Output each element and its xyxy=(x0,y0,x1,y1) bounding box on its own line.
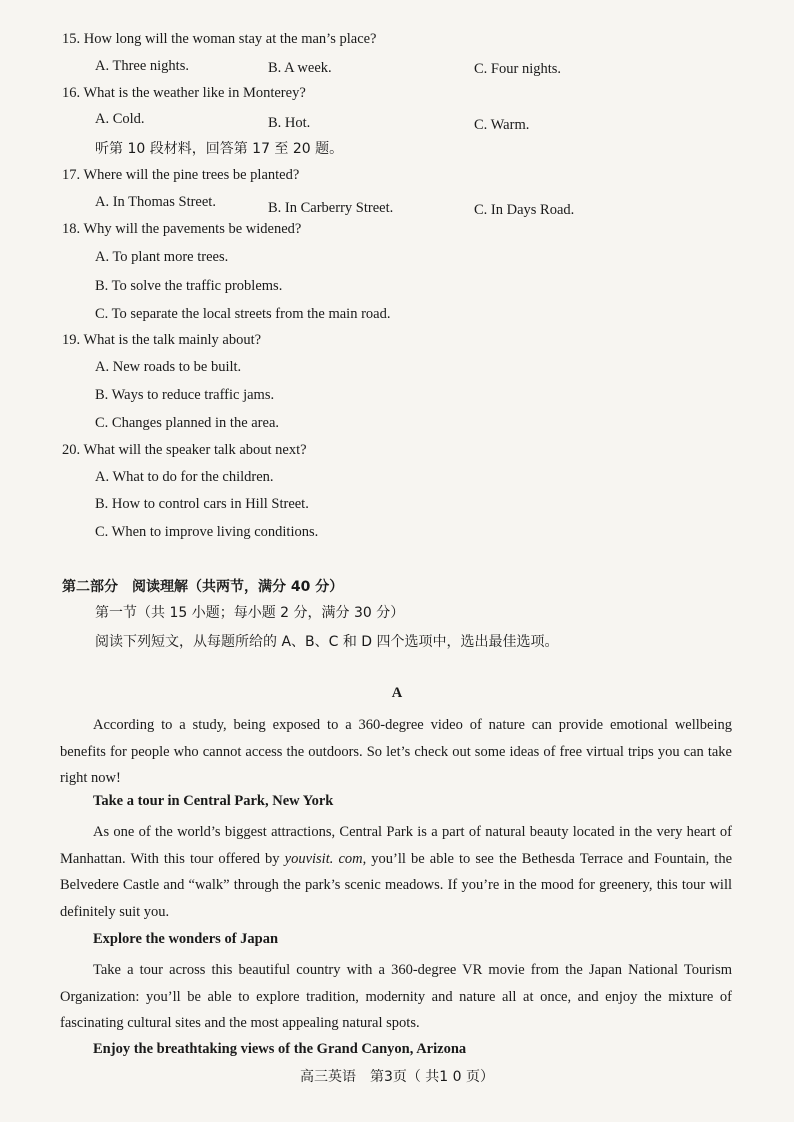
question-number: 18. xyxy=(62,221,81,237)
option-15b: B. A week. xyxy=(268,60,332,76)
question-18 xyxy=(62,220,301,238)
heading-central-park: Take a tour in Central Park, New York xyxy=(93,793,334,809)
heading-grand-canyon: Enjoy the breathtaking views of the Grand Canyon, Arizona xyxy=(93,1041,467,1057)
question-16 xyxy=(62,84,306,102)
option-19c: C. Changes planned in the area. xyxy=(95,415,280,431)
question-text: Where will the pine trees be planted? xyxy=(83,167,300,183)
paragraph-text: , you’ll be able to see the Bethesda Terrace and Fountain, the Belvedere Castle and “walk” through the park’s scenic meadows. If you’re in the mood for greenery, this tour will definitely suit you. xyxy=(60,850,733,920)
option-16c: C. Warm. xyxy=(474,117,530,133)
option-16b: B. Hot. xyxy=(268,115,311,131)
option-20a: A. What to do for the children. xyxy=(95,469,274,485)
question-text: What is the weather like in Monterey? xyxy=(83,85,306,101)
question-number: 16. xyxy=(62,85,81,101)
passage-intro: According to a study, being exposed to a 360-degree video of nature can provide emotional wellbeing benefits for people who cannot access the outdoors. So let’s check out some ideas of free virtual trips you can take right now! xyxy=(60,717,732,787)
option-15a: A. Three nights. xyxy=(95,58,189,74)
option-16a: A. Cold. xyxy=(95,111,145,127)
passage-letter: A xyxy=(391,685,403,701)
question-20 xyxy=(62,441,307,459)
option-20c: C. When to improve living conditions. xyxy=(95,524,319,540)
paragraph-text: As one of the world’s biggest attractions, Central Park is a part of natural beauty located in the very heart of Manhattan. With this tour offered by xyxy=(60,824,732,867)
question-15 xyxy=(62,30,377,48)
question-19 xyxy=(62,331,261,349)
section-instruction: 听第 10 段材料，回答第 17 至 20 题。 xyxy=(95,141,344,157)
option-19b: B. Ways to reduce traffic jams. xyxy=(95,387,275,403)
heading-japan: Explore the wonders of Japan xyxy=(93,931,279,947)
question-number: 20. xyxy=(62,442,81,458)
question-number: 17. xyxy=(62,167,81,183)
part2-section1: 第一节（共 15 小题；每小题 2 分，满分 30 分） xyxy=(95,605,405,621)
paragraph-central-park xyxy=(60,819,732,925)
question-text: Why will the pavements be widened? xyxy=(83,221,302,237)
option-15c: C. Four nights. xyxy=(474,61,562,77)
option-20b: B. How to control cars in Hill Street. xyxy=(95,496,309,512)
option-18b: B. To solve the traffic problems. xyxy=(95,278,283,294)
option-19a: A. New roads to be built. xyxy=(95,359,242,375)
paragraph-japan: Take a tour across this beautiful country with a 360-degree VR movie from the Japan National Tourism Organization: you’ll be able to explore tradition, modernity and nature all at once, and enjoy the mixture of fascinating cultural sites and the most appealing natural spots. xyxy=(60,962,732,1032)
question-number: 19. xyxy=(62,332,81,348)
question-text: What is the talk mainly about? xyxy=(83,332,262,348)
part2-title: 第二部分 阅读理解（共两节，满分 40 分） xyxy=(62,579,344,595)
option-17b: B. In Carberry Street. xyxy=(268,200,394,216)
option-18c: C. To separate the local streets from the main road. xyxy=(95,306,391,322)
option-18a: A. To plant more trees. xyxy=(95,249,229,265)
option-17c: C. In Days Road. xyxy=(474,202,575,218)
option-17a: A. In Thomas Street. xyxy=(95,194,216,210)
website-name: youvisit. com xyxy=(284,850,363,867)
question-text: What will the speaker talk about next? xyxy=(83,442,307,458)
page-footer: 高三英语 第3页（ 共1 0 页） xyxy=(299,1069,495,1085)
question-17 xyxy=(62,166,299,184)
part2-instruction: 阅读下列短文，从每题所给的 A、B、C 和 D 四个选项中，选出最佳选项。 xyxy=(95,634,559,650)
question-number: 15. xyxy=(62,31,81,47)
question-text: How long will the woman stay at the man’s place? xyxy=(83,31,377,47)
